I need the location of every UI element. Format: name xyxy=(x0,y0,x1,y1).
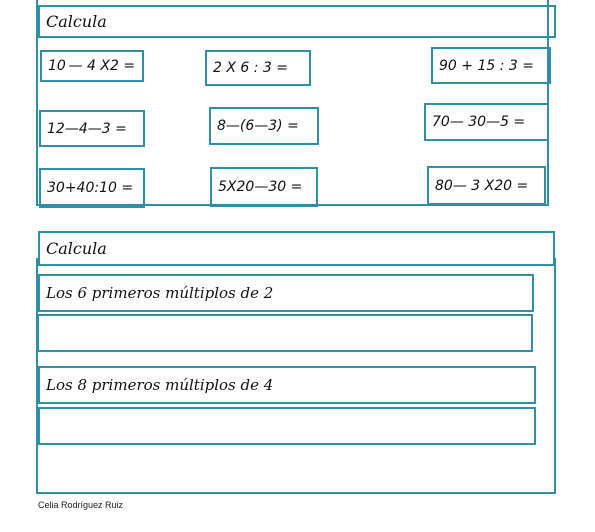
exercise-box[interactable] xyxy=(431,47,551,84)
exercise-box[interactable] xyxy=(205,50,311,86)
exercise-expression: 70— 30—5 = xyxy=(432,114,526,130)
section2-title-box xyxy=(38,231,555,266)
task2-prompt-box xyxy=(38,366,536,404)
exercise-expression: 90 + 15 : 3 = xyxy=(439,57,534,74)
exercise-expression: 10 — 4 X2 = xyxy=(48,58,136,74)
section1-title-box xyxy=(38,5,556,38)
section2-title: Calcula xyxy=(46,239,107,258)
exercise-box[interactable] xyxy=(210,167,318,207)
exercise-box[interactable] xyxy=(427,166,546,205)
exercise-box[interactable] xyxy=(39,168,145,208)
exercise-expression: 12—4—3 = xyxy=(47,120,127,137)
task1-answer-field[interactable] xyxy=(37,314,533,352)
exercise-expression: 5X20—30 = xyxy=(218,179,303,195)
exercise-expression: 2 X 6 : 3 = xyxy=(213,60,289,76)
exercise-expression: 8—(6—3) = xyxy=(217,118,299,134)
exercise-expression: 30+40:10 = xyxy=(47,180,134,196)
task1-prompt-box xyxy=(38,274,534,312)
exercise-box[interactable] xyxy=(209,107,319,145)
exercise-expression: 80— 3 X20 = xyxy=(435,177,529,194)
task2-answer-field[interactable] xyxy=(38,407,536,445)
exercise-box[interactable] xyxy=(39,110,145,147)
task1-prompt: Los 6 primeros múltiplos de 2 xyxy=(46,284,274,302)
exercise-box[interactable] xyxy=(40,50,144,82)
section1-title: Calcula xyxy=(46,12,107,31)
task2-prompt: Los 8 primeros múltiplos de 4 xyxy=(46,376,274,394)
exercise-box[interactable] xyxy=(424,103,549,141)
author-credit: Celia Rodríguez Ruiz xyxy=(38,500,124,510)
